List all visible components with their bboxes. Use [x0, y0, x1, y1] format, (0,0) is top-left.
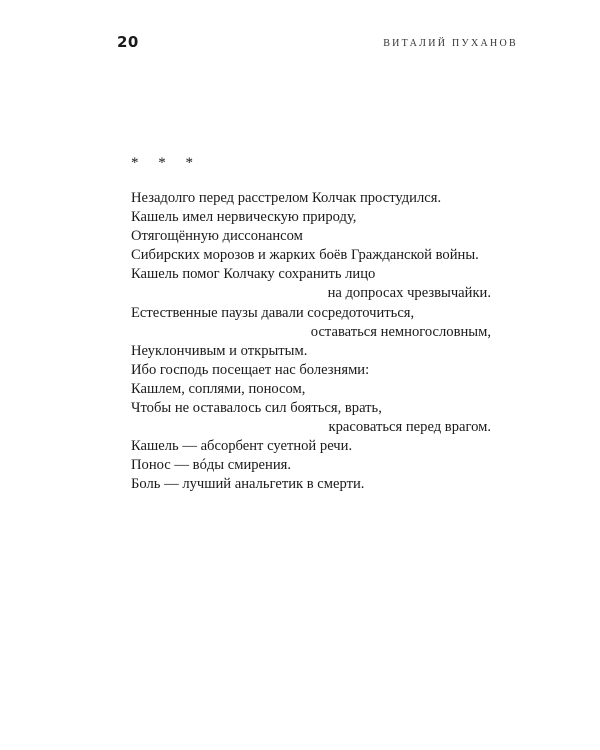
poem-line-9: Неуклончивым и открытым. — [131, 342, 308, 359]
poem-line-13: красоваться перед врагом. — [328, 419, 491, 436]
poem-body — [131, 189, 491, 495]
poem-line-10: Ибо господь посещает нас болезнями: — [131, 361, 370, 378]
poem-line-3: Отягощённую диссонансом — [131, 228, 303, 245]
poem-line-12: Чтобы не оставалось сил бояться, врать, — [131, 400, 382, 417]
poem-line-5: Кашель помог Колчаку сохранить лицо — [131, 266, 376, 283]
poem-line-1: Незадолго перед расстрелом Колчак простудился. — [131, 190, 442, 206]
poem-line-6: на допросах чрезвычайки. — [327, 285, 491, 302]
poem-line-8: оставаться немногословным, — [310, 323, 491, 340]
running-head: ВИТАЛИЙ ПУХАНОВ — [383, 38, 518, 49]
poem-line-2: Кашель имел нервическую природу, — [131, 209, 357, 226]
poem-line-7: Естественные паузы давали сосредоточиться, — [131, 304, 415, 321]
poem-line-14: Кашель — абсорбент суетной речи. — [131, 438, 353, 455]
poem-line-4: Сибирских морозов и жарких боёв Гражданской войны. — [131, 247, 479, 264]
poem-line-15: Понос — вóды смирения. — [131, 457, 292, 474]
poem-line-16: Боль — лучший анальгетик в смерти. — [131, 476, 365, 493]
page-number: 20 — [117, 33, 139, 51]
poem-line-11: Кашлем, соплями, поносом, — [131, 380, 306, 397]
section-mark: * * * — [131, 155, 201, 171]
